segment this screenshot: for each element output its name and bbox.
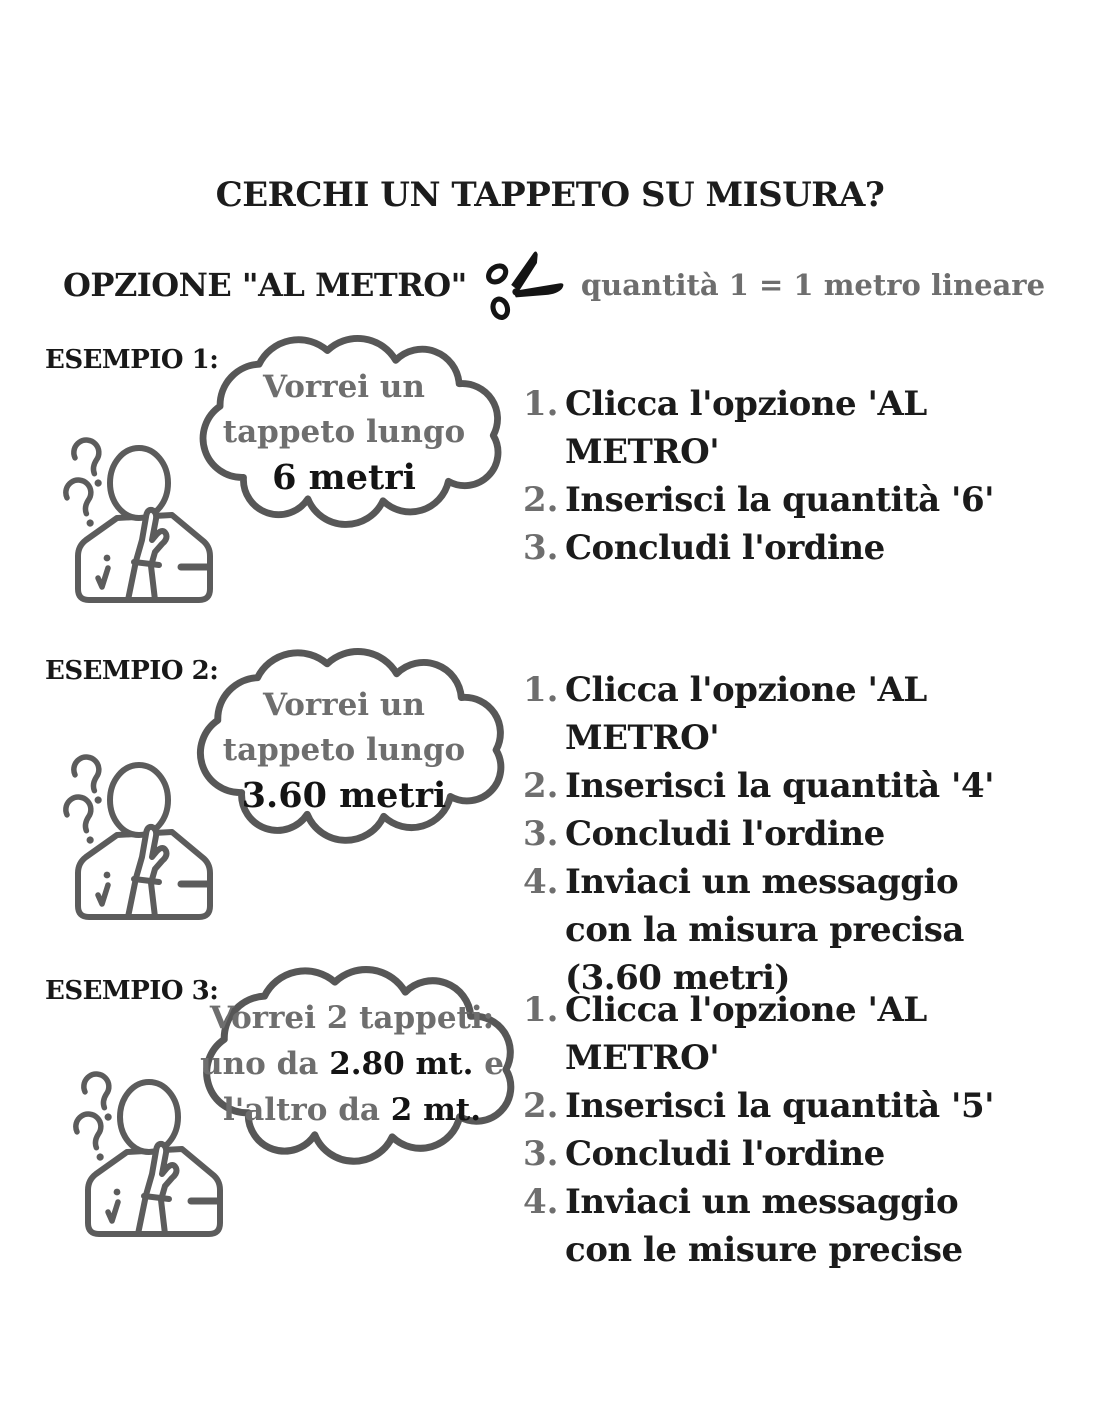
example-1-steps [523, 380, 1033, 572]
bubble-2-text [180, 646, 508, 849]
bubble-3-text [186, 964, 518, 1170]
bubble-line: uno da 2.80 mt. e [200, 1046, 504, 1082]
bubble-line: tappeto lungo [222, 414, 466, 450]
step-item [523, 1082, 1033, 1130]
step-number: 1. [523, 670, 559, 710]
step-text: Inviaci un messaggio con le misure precise [565, 1182, 963, 1270]
step-item [523, 476, 1033, 524]
step-text: Clicca l'opzione 'AL METRO' [565, 670, 927, 758]
thinking-person-icon [65, 1064, 227, 1244]
bubble-line: Vorrei 2 tappeti: [209, 1000, 495, 1036]
step-number: 4. [523, 862, 559, 902]
bubble-line: Vorrei un [263, 687, 425, 723]
step-text: Inserisci la quantità '5' [565, 1086, 995, 1126]
thought-bubble-1 [183, 333, 505, 533]
step-text: Clicca l'opzione 'AL METRO' [565, 384, 927, 472]
step-text: Concludi l'ordine [565, 528, 885, 568]
step-number: 1. [523, 384, 559, 424]
step-item [523, 810, 1033, 858]
step-text: Inviaci un messaggio con la misura precisa (3.60 metri) [565, 862, 964, 998]
step-item [523, 1178, 1033, 1274]
example-1-label: ESEMPIO 1: [45, 345, 219, 375]
step-item [523, 762, 1033, 810]
bubble-line: Vorrei un [263, 369, 425, 405]
thinking-person-icon [55, 430, 217, 610]
thought-bubble-2 [180, 646, 508, 849]
example-3-steps [523, 986, 1033, 1274]
step-item [523, 986, 1033, 1082]
option-title: OPZIONE "AL METRO" [63, 266, 467, 304]
step-number: 4. [523, 1182, 559, 1222]
bubble-line: 6 metri [272, 457, 416, 498]
thinking-person-icon [55, 747, 217, 927]
step-number: 3. [523, 1134, 559, 1174]
scissors-icon [483, 249, 569, 327]
bubble-line: l'altro da 2 mt. [222, 1092, 482, 1128]
step-text: Inserisci la quantità '6' [565, 480, 995, 520]
example-2-steps [523, 666, 1033, 1002]
step-number: 2. [523, 766, 559, 806]
option-row [63, 240, 1045, 330]
step-number: 1. [523, 990, 559, 1030]
bubble-1-text [183, 333, 505, 533]
bubble-line: 3.60 metri [241, 775, 447, 816]
step-text: Clicca l'opzione 'AL METRO' [565, 990, 927, 1078]
thought-bubble-3 [186, 964, 518, 1170]
example-3-label: ESEMPIO 3: [45, 976, 219, 1006]
page-title: CERCHI UN TAPPETO SU MISURA? [215, 175, 885, 215]
step-text: Concludi l'ordine [565, 814, 885, 854]
step-text: Inserisci la quantità '4' [565, 766, 995, 806]
example-2-label: ESEMPIO 2: [45, 656, 219, 686]
bubble-line: tappeto lungo [222, 732, 466, 768]
step-item [523, 524, 1033, 572]
step-item [523, 666, 1033, 762]
step-item [523, 1130, 1033, 1178]
step-item [523, 858, 1033, 1002]
step-text: Concludi l'ordine [565, 1134, 885, 1174]
step-number: 3. [523, 528, 559, 568]
step-number: 3. [523, 814, 559, 854]
step-number: 2. [523, 480, 559, 520]
quantity-note: quantità 1 = 1 metro lineare [580, 268, 1046, 302]
step-item [523, 380, 1033, 476]
step-number: 2. [523, 1086, 559, 1126]
